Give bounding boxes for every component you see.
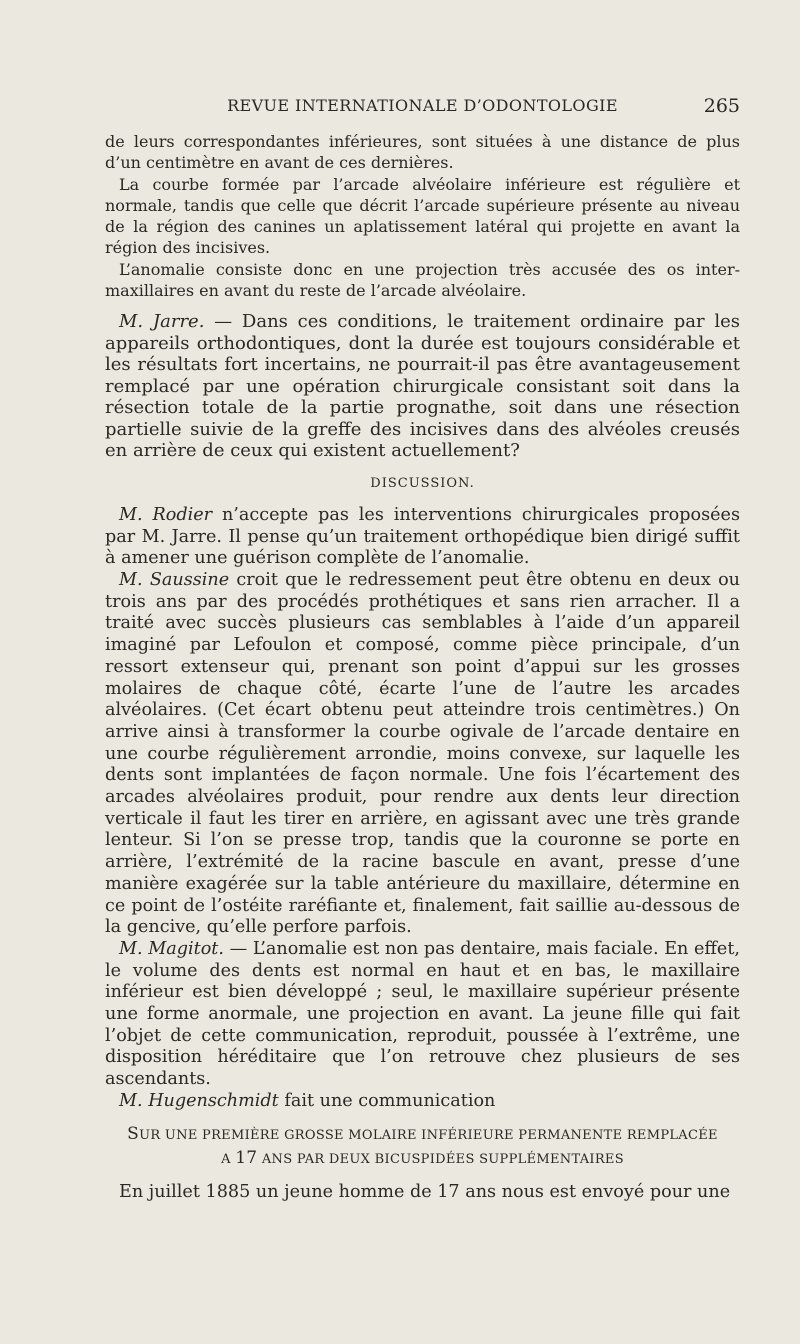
jarre-remarks bbox=[105, 311, 740, 462]
speaker-text: fait une communication bbox=[278, 1090, 496, 1111]
speaker-name: M. Jarre. bbox=[119, 311, 205, 333]
title-initial: S bbox=[127, 1123, 140, 1144]
communication-title-line-2 bbox=[105, 1147, 740, 1171]
paragraph: L’anomalie consiste donc en une projection très accusée des os inter-maxillaires en avant du reste de l’arcade alvéolaire. bbox=[105, 259, 740, 301]
communication-title bbox=[105, 1123, 740, 1171]
communication-body bbox=[105, 1181, 740, 1203]
paragraph: En juillet 1885 un jeune homme de 17 ans nous est envoyé pour une bbox=[119, 1181, 731, 1202]
paragraph: La courbe formée par l’arcade alvéolaire inférieure est régulière et normale, tandis que celle que décrit l’arcade supérieure présente au niveau de la région des canines un aplatissement latéral qui projette en avant la région des incisives. bbox=[105, 174, 740, 258]
page-number: 265 bbox=[703, 95, 740, 117]
speaker-text: — L’anomalie est non pas dentaire, mais faciale. En effet, le volume des dents est normal en haut et en bas, le maxillaire inférieur est bien développé ; seul, le maxillaire supérieur présente une forme anormale, une projection en avant. La jeune fille qui fait l’objet de cette communication, reproduit, poussée à l’extrême, une disposition héréditaire que l’on retrouve chez plusieurs de ses ascendants. bbox=[105, 938, 740, 1090]
paragraph-saussine bbox=[105, 570, 740, 939]
communication-title-line-1 bbox=[105, 1123, 740, 1147]
speaker-name: M. Rodier bbox=[119, 504, 213, 525]
page-body bbox=[105, 131, 740, 1203]
discussion-heading: DISCUSSION. bbox=[370, 475, 475, 491]
title-text: A bbox=[221, 1151, 236, 1167]
paragraph: de leurs correspondantes inférieures, sont situées à une distance de plus d’un centimètre en avant de ces dernières. bbox=[105, 132, 740, 173]
journal-title: REVUE INTERNATIONALE D’ODONTOLOGIE bbox=[227, 96, 618, 115]
speaker-text: n’accepte pas les interventions chirurgicales proposées par M. Jarre. Il pense qu’un traitement orthopédique bien dirigé suffit à amener une guérison complète de l’anomalie. bbox=[105, 504, 740, 569]
paragraph-jarre bbox=[105, 311, 740, 462]
speaker-name: M. Hugenschmidt bbox=[119, 1090, 279, 1111]
speaker-name: M. Saussine bbox=[119, 569, 230, 590]
speaker-text: croit que le redressement peut être obtenu en deux ou trois ans par des procédés prothétiques et sans rien arracher. Il a traité avec succès plusieurs cas semblables à l’aide d’un appareil imaginé par Lefoulon et composé, comme pièce principale, d’un ressort extenseur qui, prenant son point d’appui sur les grosses molaires de chaque côté, écarte l’une de l’autre les arcades alvéolaires. (Cet écart obtenu peut atteindre trois centimètres.) On arrive ainsi à transformer la courbe ogivale de l’arcade dentaire en une courbe régulièrement arrondie, moins convexe, sur laquelle les dents sont implantées de façon normale. Une fois l’écartement des arcades alvéolaires produit, pour rendre aux dents leur direction verticale il faut les tirer en arrière, en agissant avec une très grande lenteur. Si l’on se presse trop, tandis que la couronne se porte en arrière, l’extrémité de la racine bascule en avant, presse d’une manière exagérée sur la table antérieure du maxillaire, détermine en ce point de l’ostéite raréfiante et, finalement, fait saillie au-dessous de la gencive, qu’elle perfore parfois. bbox=[105, 569, 740, 938]
paragraph-magitot bbox=[105, 939, 740, 1091]
paragraph-hugenschmidt bbox=[105, 1091, 740, 1113]
running-head bbox=[105, 94, 740, 118]
speaker-name: M. Magitot. bbox=[119, 938, 224, 959]
title-number: 17 bbox=[235, 1147, 258, 1168]
paragraph-rodier bbox=[105, 505, 740, 570]
title-text: UR UNE PREMIÈRE GROSSE MOLAIRE INFÉRIEURE PERMANENTE REMPLACÉE bbox=[139, 1127, 718, 1143]
discussion-body bbox=[105, 505, 740, 1113]
speaker-text: — Dans ces conditions, le traitement ordinaire par les appareils orthodontiques, dont la durée est toujours considérable et les résultats fort incertains, ne pourrait-il pas être avantageusement remplacé par une opération chirurgicale consistant soit dans la résection totale de la partie prognathe, soit dans une résection partielle suivie de la greffe des incisives dans des alvéoles creusés en arrière de ceux qui existent actuellement? bbox=[105, 311, 741, 462]
case-description bbox=[105, 131, 740, 301]
title-text: ANS PAR DEUX BICUSPIDÉES SUPPLÉMENTAIRES bbox=[257, 1151, 624, 1167]
